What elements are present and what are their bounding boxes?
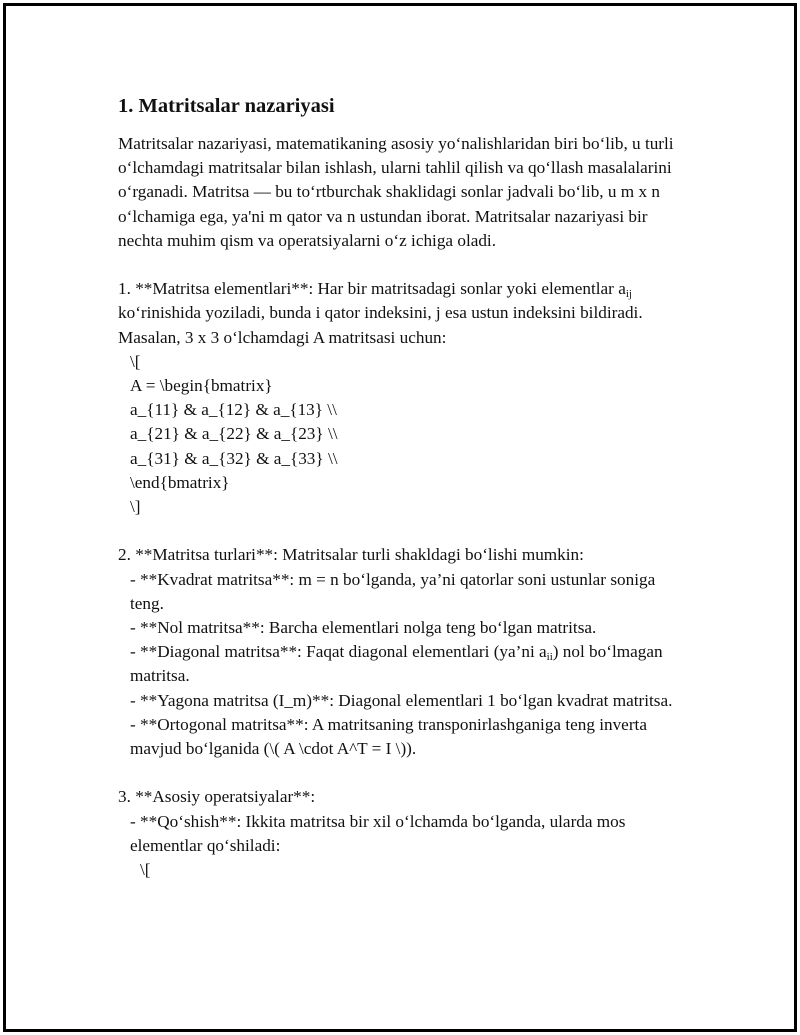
list-item-identity: - **Yagona matritsa (I_m)**: Diagonal elementlari 1 bo‘lgan kvadrat matritsa. xyxy=(130,690,673,710)
matrix-types-heading: 2. **Matritsa turlari**: Matritsalar turli shakldagi bo‘lishi mumkin: xyxy=(118,545,584,565)
document-body xyxy=(118,92,688,882)
list-item-square: - **Kvadrat matritsa**: m = n bo‘lganda, ya’ni qatorlar soni ustunlar soniga teng. xyxy=(130,569,656,613)
latex-line: A = \begin{bmatrix} xyxy=(130,376,273,396)
latex-line: \] xyxy=(130,497,141,517)
section-title: 1. Matritsalar nazariyasi xyxy=(118,95,335,117)
latex-line: \[ xyxy=(130,351,141,371)
list-item-addition: - **Qo‘shish**: Ikkita matritsa bir xil o‘lchamda bo‘lganda, ularda mos elementlar qo‘shiladi: xyxy=(130,811,626,855)
diagonal-text: - **Diagonal matritsa**: Faqat diagonal elementlari (ya’ni a xyxy=(130,642,547,662)
intro-paragraph: Matritsalar nazariyasi, matematikaning asosiy yo‘nalishlaridan biri bo‘lib, u turli o‘lchamdagi matritsalar bilan ishlash, ularni tahlil qilish va qo‘llash masalalarini o‘rganadi. Matritsa — bu to‘rtburchak shaklidagi sonlar jadvali bo‘lib, u m x n o‘lchamiga ega, ya'ni m qator va n ustundan iborat. Matritsalar nazariyasi bir nechta muhim qism va operatsiyalarni o‘z ichiga oladi. xyxy=(118,134,674,250)
latex-line: a_{31} & a_{32} & a_{33} \\ xyxy=(130,448,338,468)
matrix-elements-text: 1. **Matritsa elementlari**: Har bir matritsadagi sonlar yoki elementlar a xyxy=(118,279,626,299)
list-item-zero: - **Nol matritsa**: Barcha elementlari nolga teng bo‘lgan matritsa. xyxy=(130,618,597,638)
index-subscript-ii: ii xyxy=(546,651,553,664)
matrix-elements-text-cont: ko‘rinishida yoziladi, bunda i qator indeksini, j esa ustun indeksini bildiradi. Masalan, 3 x 3 o‘lchamdagi A matritsasi uchun: xyxy=(118,303,643,347)
diagonal-text-cont: ) nol bo‘lmagan matritsa. xyxy=(130,642,663,686)
latex-line: a_{21} & a_{22} & a_{23} \\ xyxy=(130,424,338,444)
index-subscript-ij: ij xyxy=(625,288,632,301)
latex-line: \end{bmatrix} xyxy=(130,472,230,492)
list-item-orthogonal: - **Ortogonal matritsa**: A matritsaning transponirlashganiga teng inverta mavjud bo‘lganida (\( A \cdot A^T = I \)). xyxy=(130,714,647,759)
latex-line: a_{11} & a_{12} & a_{13} \\ xyxy=(130,400,337,420)
list-item-diagonal xyxy=(118,640,688,688)
operations-heading: 3. **Asosiy operatsiyalar**: xyxy=(118,787,316,807)
matrix-elements-paragraph xyxy=(118,277,688,350)
latex-line: \[ xyxy=(140,860,151,880)
latex-matrix-block xyxy=(118,350,688,519)
